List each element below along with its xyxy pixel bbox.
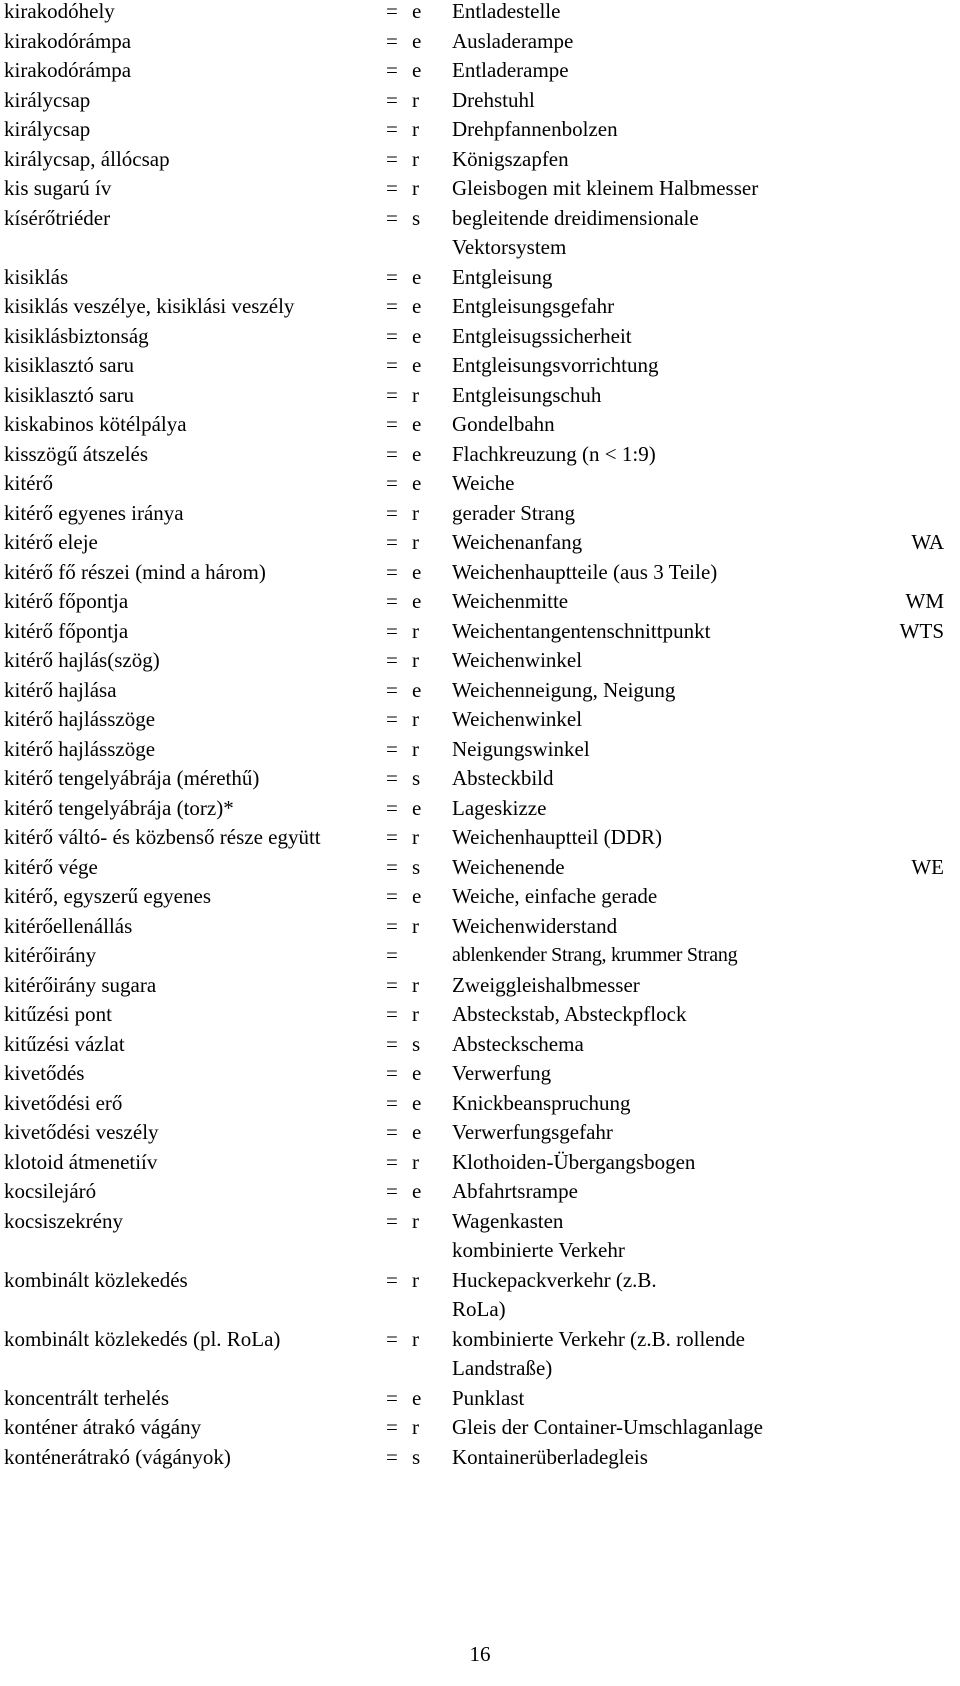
gender-article: e: [412, 0, 422, 23]
hungarian-term: koncentrált terhelés: [4, 1385, 170, 1410]
gender-article: e: [412, 1061, 422, 1085]
glossary-row: [4, 853, 956, 883]
gender-article: e: [412, 58, 422, 82]
glossary-row: [4, 764, 956, 794]
gender-article: r: [412, 736, 419, 761]
glossary-row: [4, 882, 956, 912]
german-term: Weichenwinkel: [452, 707, 583, 731]
glossary-row: [4, 676, 956, 706]
german-term: Entladerampe: [452, 58, 569, 82]
german-term: Weiche: [452, 471, 515, 495]
gender-article: e: [412, 1090, 422, 1115]
hungarian-term: kisiklás: [4, 264, 69, 289]
german-term: Weichentangentenschnittpunkt: [452, 618, 711, 643]
glossary-row: [4, 174, 956, 204]
german-term: Entgleisugssicherheit: [452, 323, 632, 348]
equals-sign: =: [386, 1444, 398, 1469]
german-term: Gleis der Container-Umschlaganlage: [452, 1415, 763, 1439]
equals-sign: =: [386, 943, 398, 967]
glossary-table: [4, 0, 956, 1472]
hungarian-term: kitűzési pont: [4, 1002, 112, 1026]
equals-sign: =: [386, 677, 398, 702]
hungarian-term: kitérőirány: [4, 943, 97, 967]
hungarian-term: kitérő egyenes iránya: [4, 500, 184, 525]
german-term: begleitende dreidimensionale Vektorsystem: [452, 205, 699, 259]
gender-article: r: [412, 618, 419, 643]
german-term: Lageskizze: [452, 795, 547, 820]
gender-article: r: [412, 87, 419, 112]
hungarian-term: kitérő hajlása: [4, 677, 117, 702]
gender-article: r: [412, 825, 419, 849]
equals-sign: =: [386, 589, 398, 613]
german-term: Knickbeanspruchung: [452, 1090, 631, 1115]
glossary-row: [4, 381, 956, 411]
glossary-row: [4, 27, 956, 57]
equals-sign: =: [386, 972, 398, 997]
glossary-row: [4, 440, 956, 470]
german-term: Entgleisung: [452, 264, 553, 289]
glossary-row: [4, 1443, 956, 1473]
gender-article: r: [412, 1326, 419, 1351]
equals-sign: =: [386, 205, 398, 230]
gender-article: e: [412, 28, 422, 53]
hungarian-term: kivetődési veszély: [4, 1120, 159, 1144]
glossary-row: [4, 1207, 956, 1237]
gender-article: s: [412, 766, 421, 790]
german-term: Absteckstab, Absteckpflock: [452, 1002, 687, 1026]
german-term: Weichenhauptteil (DDR): [452, 825, 662, 849]
abbreviation: WA: [911, 530, 944, 554]
hungarian-term: konténerátrakó (vágányok): [4, 1444, 231, 1469]
gender-article: r: [412, 913, 419, 938]
glossary-row: [4, 794, 956, 824]
glossary-row: [4, 145, 956, 175]
gender-article: r: [412, 146, 419, 171]
hungarian-term: kocsiszekrény: [4, 1208, 123, 1233]
hungarian-term: királycsap: [4, 87, 91, 112]
german-term: Drehstuhl: [452, 87, 535, 112]
hungarian-term: kitérő tengelyábrája (mérethű): [4, 766, 260, 790]
glossary-row: [4, 1059, 956, 1089]
hungarian-term: kitérő főpontja: [4, 589, 129, 613]
gender-article: e: [412, 559, 422, 584]
hungarian-term: kirakodóhely: [4, 0, 115, 23]
glossary-row: [4, 1384, 956, 1414]
hungarian-term: kitérő váltó- és közbenső része együtt: [4, 825, 321, 849]
glossary-row: [4, 912, 956, 942]
german-term: Klothoiden-Übergangsbogen: [452, 1149, 696, 1174]
hungarian-term: kisiklasztó saru: [4, 382, 135, 407]
hungarian-term: kombinált közlekedés: [4, 1267, 188, 1292]
german-term: Weichenmitte: [452, 589, 569, 613]
equals-sign: =: [386, 1061, 398, 1085]
german-term: Entgleisungsvorrichtung: [452, 353, 659, 377]
equals-sign: =: [386, 707, 398, 731]
gender-article: e: [412, 294, 422, 318]
glossary-row: [4, 558, 956, 588]
german-term: Wagenkasten: [452, 1208, 564, 1233]
equals-sign: =: [386, 1326, 398, 1351]
equals-sign: =: [386, 1002, 398, 1026]
german-term: Abfahrtsrampe: [452, 1179, 578, 1203]
german-term: Weichenanfang: [452, 530, 583, 554]
glossary-row: [4, 528, 956, 558]
german-term: kombinierte Verkehr (z.B. rollende Landstraße): [452, 1326, 745, 1380]
glossary-row: [4, 56, 956, 86]
glossary-row: [4, 410, 956, 440]
equals-sign: =: [386, 1267, 398, 1292]
glossary-row: [4, 499, 956, 529]
gender-article: e: [412, 471, 422, 495]
equals-sign: =: [386, 353, 398, 377]
gender-article: e: [412, 795, 422, 820]
equals-sign: =: [386, 825, 398, 849]
glossary-row: [4, 1089, 956, 1119]
equals-sign: =: [386, 1385, 398, 1410]
equals-sign: =: [386, 913, 398, 938]
glossary-row: [4, 115, 956, 145]
equals-sign: =: [386, 471, 398, 495]
hungarian-term: kocsilejáró: [4, 1179, 97, 1203]
gender-article: r: [412, 1149, 419, 1174]
glossary-row: [4, 971, 956, 1001]
gender-article: e: [412, 441, 422, 466]
equals-sign: =: [386, 1149, 398, 1174]
german-term: Verwerfungsgefahr: [452, 1120, 613, 1144]
equals-sign: =: [386, 884, 398, 908]
glossary-row: [4, 735, 956, 765]
german-term: kombinierte Verkehr Huckepackverkehr (z.B. RoLa): [452, 1238, 657, 1321]
glossary-row: [4, 1000, 956, 1030]
german-term: Entgleisungsgefahr: [452, 294, 615, 318]
hungarian-term: kísérőtriéder: [4, 205, 111, 230]
gender-article: r: [412, 382, 419, 407]
german-term: Weiche, einfache gerade: [452, 884, 658, 908]
hungarian-term: kitérő fő részei (mind a három): [4, 559, 266, 584]
page-number: 16: [469, 1642, 491, 1666]
gender-article: r: [412, 707, 419, 731]
hungarian-term: kisiklás veszélye, kisiklási veszély: [4, 294, 295, 318]
abbreviation: WTS: [899, 618, 944, 643]
gender-article: e: [412, 1179, 422, 1203]
equals-sign: =: [386, 1120, 398, 1144]
german-term: Flachkreuzung (n < 1:9): [452, 441, 656, 466]
glossary-row: [4, 1413, 956, 1443]
gender-article: s: [412, 205, 421, 230]
gender-article: r: [412, 972, 419, 997]
hungarian-term: kombinált közlekedés (pl. RoLa): [4, 1326, 281, 1351]
german-term: Weichenneigung, Neigung: [452, 677, 676, 702]
hungarian-term: kitérő hajlásszöge: [4, 736, 156, 761]
german-term: Weichenwiderstand: [452, 913, 618, 938]
german-term: Weichenwinkel: [452, 648, 583, 672]
german-term: Absteckschema: [452, 1031, 584, 1056]
hungarian-term: kitérőirány sugara: [4, 972, 157, 997]
gender-article: e: [412, 884, 422, 908]
hungarian-term: kisszögű átszelés: [4, 441, 149, 466]
hungarian-term: kitérő tengelyábrája (torz)*: [4, 795, 234, 820]
equals-sign: =: [386, 323, 398, 348]
glossary-row: [4, 204, 956, 263]
gender-article: e: [412, 412, 422, 436]
glossary-row: [4, 263, 956, 293]
gender-article: e: [412, 1120, 422, 1144]
hungarian-term: királycsap: [4, 117, 91, 141]
hungarian-term: kisiklásbiztonság: [4, 323, 149, 348]
abbreviation: WE: [911, 854, 944, 879]
hungarian-term: kitérő: [4, 471, 53, 495]
equals-sign: =: [386, 264, 398, 289]
gender-article: r: [412, 1415, 419, 1439]
hungarian-term: kitérő főpontja: [4, 618, 129, 643]
abbreviation: WM: [905, 589, 944, 613]
german-term: ablenkender Strang, krummer Strang: [452, 944, 738, 966]
gender-article: r: [412, 530, 419, 554]
equals-sign: =: [386, 146, 398, 171]
hungarian-term: kivetődési erő: [4, 1090, 123, 1115]
equals-sign: =: [386, 58, 398, 82]
german-term: Ausladerampe: [452, 28, 574, 53]
glossary-row: [4, 1177, 956, 1207]
glossary-row: [4, 1325, 956, 1384]
gender-article: e: [412, 677, 422, 702]
equals-sign: =: [386, 382, 398, 407]
glossary-row: [4, 1118, 956, 1148]
equals-sign: =: [386, 766, 398, 790]
hungarian-term: klotoid átmenetiív: [4, 1149, 158, 1174]
hungarian-term: királycsap, állócsap: [4, 146, 170, 171]
equals-sign: =: [386, 1090, 398, 1115]
gender-article: r: [412, 117, 419, 141]
glossary-row: [4, 646, 956, 676]
gender-article: r: [412, 176, 419, 200]
gender-article: r: [412, 500, 419, 525]
hungarian-term: kiskabinos kötélpálya: [4, 412, 187, 436]
german-term: Gondelbahn: [452, 412, 555, 436]
equals-sign: =: [386, 0, 398, 23]
equals-sign: =: [386, 412, 398, 436]
equals-sign: =: [386, 559, 398, 584]
german-term: Zweiggleishalbmesser: [452, 972, 640, 997]
glossary-row: [4, 322, 956, 352]
german-term: Entladestelle: [452, 0, 561, 23]
gender-article: e: [412, 589, 422, 613]
equals-sign: =: [386, 294, 398, 318]
german-term: Verwerfung: [452, 1061, 552, 1085]
hungarian-term: kitérő, egyszerű egyenes: [4, 884, 211, 908]
glossary-row: [4, 0, 956, 27]
hungarian-term: kivetődés: [4, 1061, 85, 1085]
equals-sign: =: [386, 500, 398, 525]
german-term: Punklast: [452, 1385, 525, 1410]
german-term: Neigungswinkel: [452, 736, 590, 761]
german-term: Königszapfen: [452, 146, 569, 171]
hungarian-term: kitérő hajlásszöge: [4, 707, 156, 731]
hungarian-term: kitérő vége: [4, 854, 98, 879]
glossary-row: [4, 1236, 956, 1325]
equals-sign: =: [386, 176, 398, 200]
hungarian-term: kisiklasztó saru: [4, 353, 135, 377]
equals-sign: =: [386, 618, 398, 643]
gender-article: r: [412, 1208, 419, 1233]
equals-sign: =: [386, 854, 398, 879]
gender-article: s: [412, 1444, 421, 1469]
equals-sign: =: [386, 1031, 398, 1056]
gender-article: r: [412, 1002, 419, 1026]
german-term: gerader Strang: [452, 500, 576, 525]
equals-sign: =: [386, 795, 398, 820]
hungarian-term: kirakodórámpa: [4, 58, 132, 82]
glossary-row: [4, 705, 956, 735]
equals-sign: =: [386, 28, 398, 53]
glossary-row: [4, 941, 956, 971]
equals-sign: =: [386, 87, 398, 112]
german-term: Drehpfannenbolzen: [452, 117, 618, 141]
glossary-row: [4, 86, 956, 116]
hungarian-term: kitérő eleje: [4, 530, 98, 554]
equals-sign: =: [386, 530, 398, 554]
equals-sign: =: [386, 117, 398, 141]
equals-sign: =: [386, 441, 398, 466]
equals-sign: =: [386, 648, 398, 672]
gender-article: e: [412, 323, 422, 348]
glossary-row: [4, 1148, 956, 1178]
equals-sign: =: [386, 1415, 398, 1439]
equals-sign: =: [386, 1208, 398, 1233]
gender-article: s: [412, 1031, 421, 1056]
hungarian-term: kitűzési vázlat: [4, 1031, 125, 1056]
gender-article: r: [412, 1267, 419, 1292]
german-term: Kontainerüberladegleis: [452, 1444, 648, 1469]
hungarian-term: kitérőellenállás: [4, 913, 133, 938]
glossary-row: [4, 617, 956, 647]
gender-article: e: [412, 353, 422, 377]
equals-sign: =: [386, 1179, 398, 1203]
hungarian-term: kis sugarú ív: [4, 176, 112, 200]
glossary-row: [4, 823, 956, 853]
hungarian-term: kitérő hajlás(szög): [4, 648, 160, 672]
german-term: Gleisbogen mit kleinem Halbmesser: [452, 176, 759, 200]
german-term: Entgleisungschuh: [452, 382, 602, 407]
hungarian-term: kirakodórámpa: [4, 28, 132, 53]
german-term: Weichenende: [452, 854, 565, 879]
gender-article: r: [412, 648, 419, 672]
gender-article: e: [412, 264, 422, 289]
glossary-row: [4, 351, 956, 381]
glossary-row: [4, 469, 956, 499]
gender-article: s: [412, 854, 421, 879]
german-term: Weichenhauptteile (aus 3 Teile): [452, 559, 718, 584]
glossary-row: [4, 587, 956, 617]
german-term: Absteckbild: [452, 766, 554, 790]
glossary-row: [4, 1030, 956, 1060]
equals-sign: =: [386, 736, 398, 761]
glossary-row: [4, 292, 956, 322]
gender-article: e: [412, 1385, 422, 1410]
hungarian-term: konténer átrakó vágány: [4, 1415, 202, 1439]
